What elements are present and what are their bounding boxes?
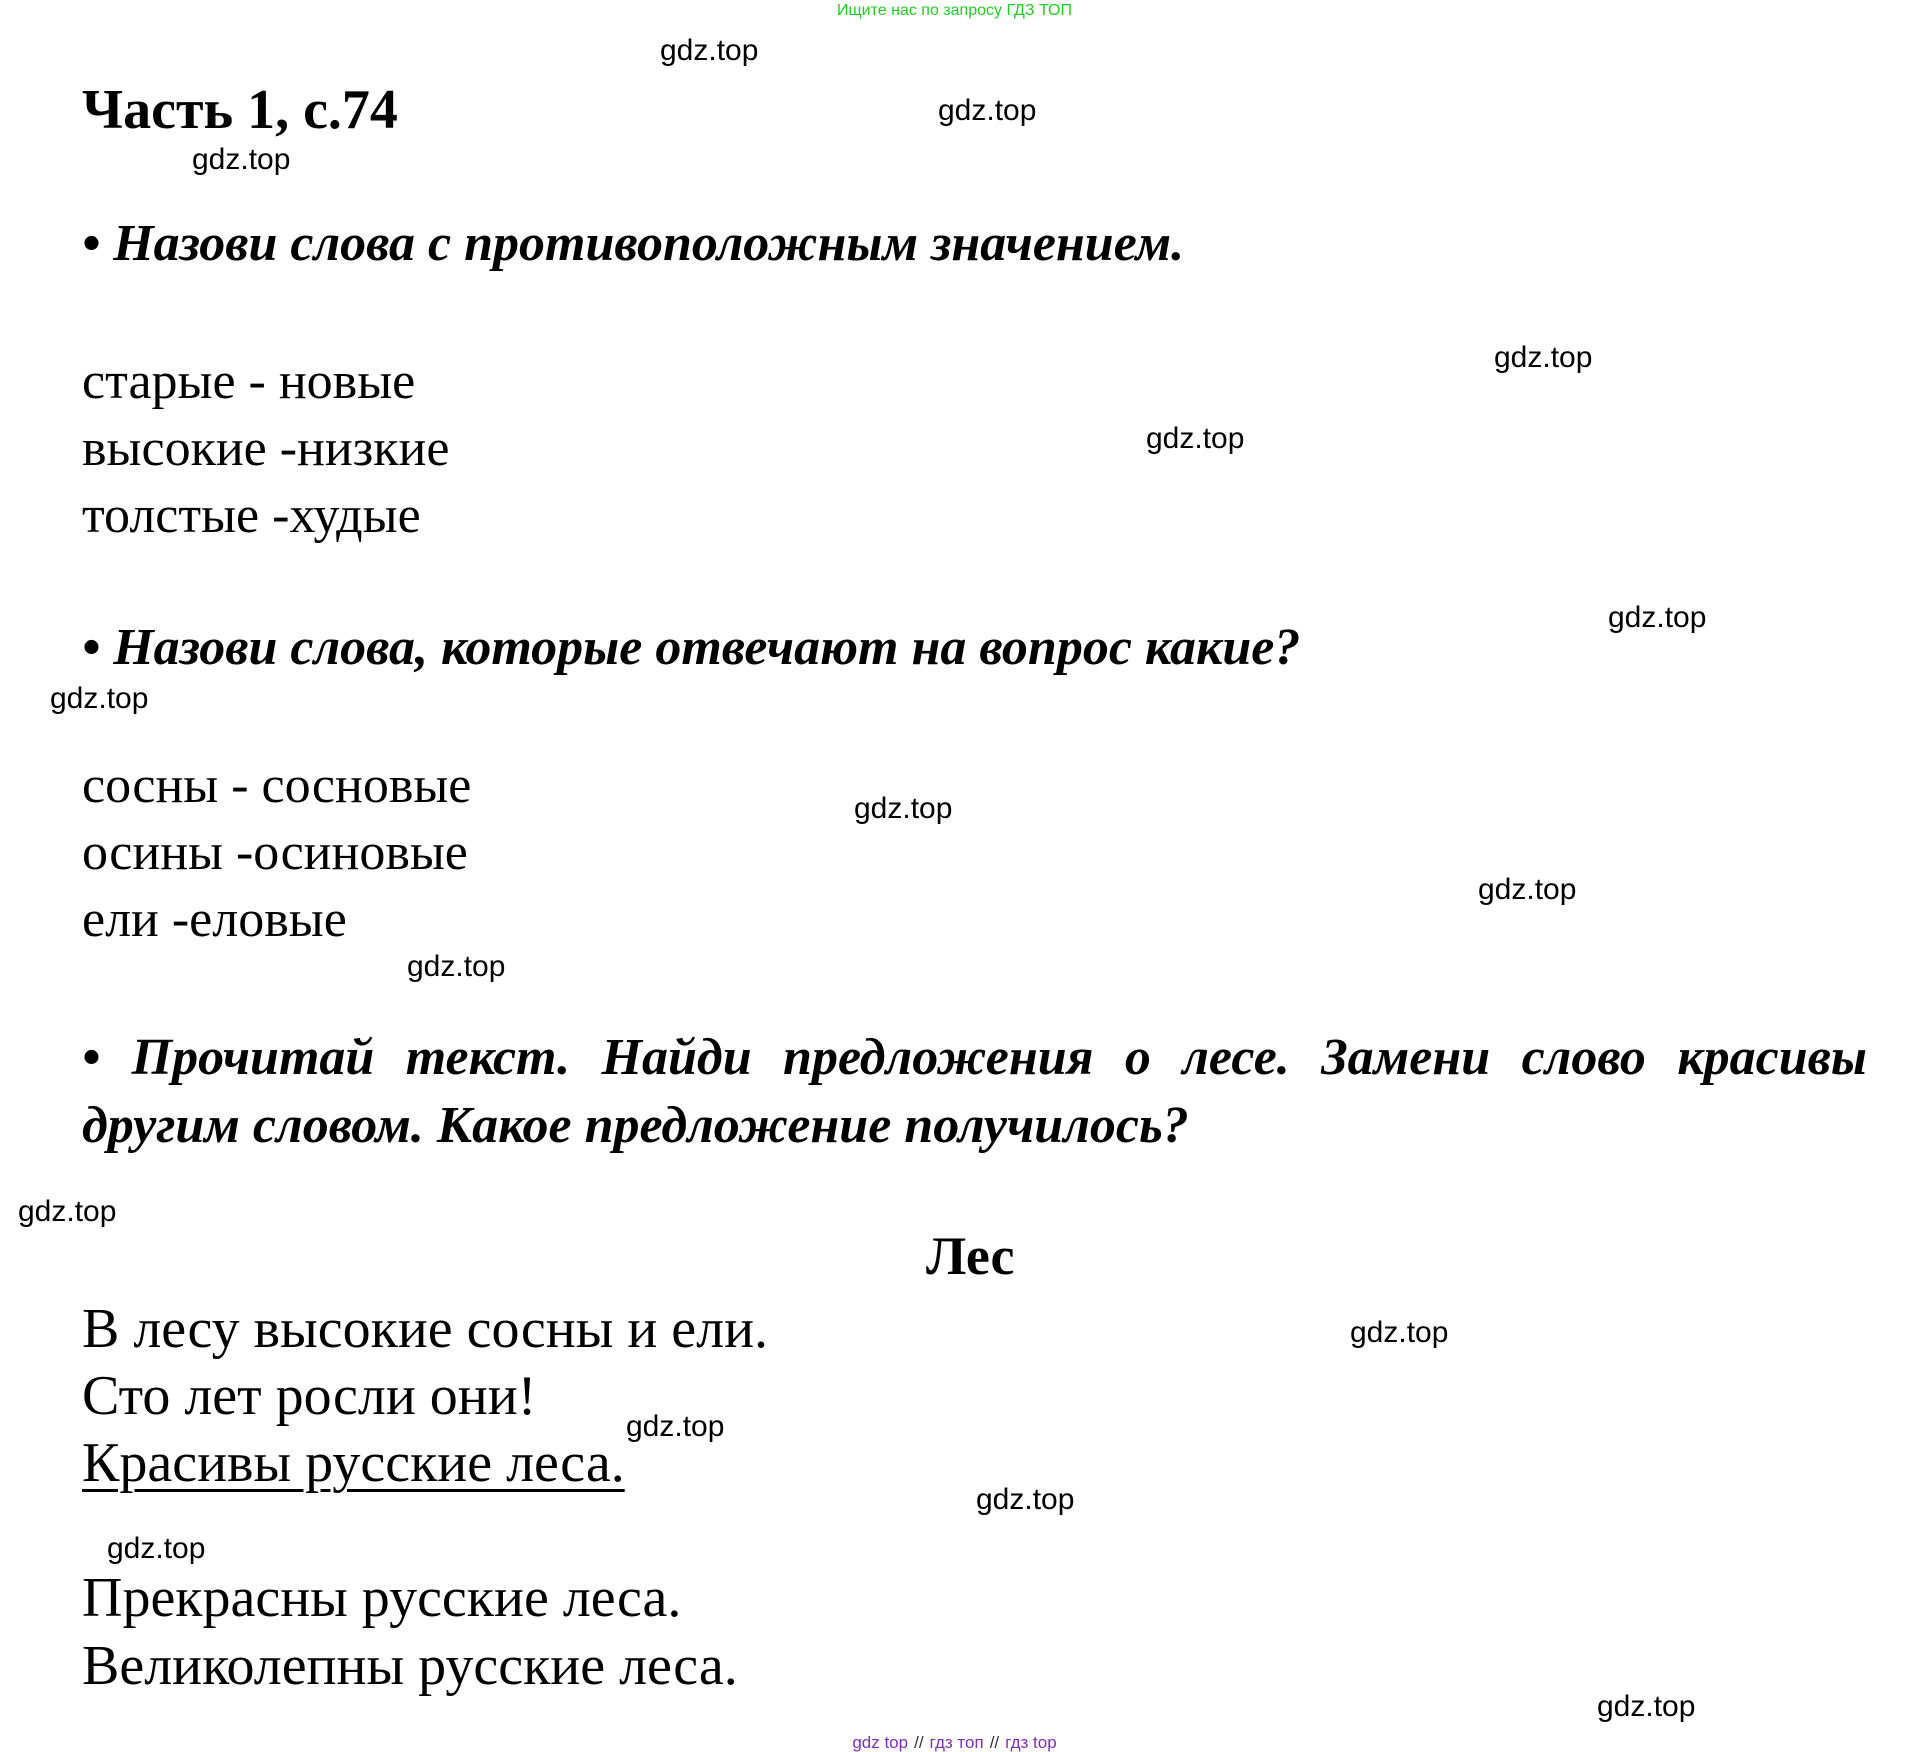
watermark: gdz.top <box>1146 422 1245 455</box>
list-item: осины -осиновые <box>82 824 468 881</box>
bottom-banner-separator: // <box>914 1733 924 1752</box>
story-line: В лесу высокие сосны и ели. <box>82 1298 769 1360</box>
watermark: gdz.top <box>192 143 291 176</box>
watermark: gdz.top <box>1608 601 1707 634</box>
story-title: Лес <box>926 1226 1015 1286</box>
bottom-banner-separator: // <box>989 1733 1000 1752</box>
story-text <box>82 1296 768 1497</box>
top-banner <box>0 2 1909 20</box>
watermark: gdz.top <box>854 792 953 825</box>
watermark: gdz.top <box>407 950 506 983</box>
answer-list-2 <box>82 752 471 953</box>
list-item: толстые -худые <box>82 487 421 544</box>
watermark: gdz.top <box>18 1195 117 1228</box>
list-item: высокие -низкие <box>82 420 450 477</box>
watermark: gdz.top <box>938 94 1037 127</box>
watermark: gdz.top <box>1350 1316 1449 1349</box>
top-banner-text: Ищите нас по запросу ГДЗ ТОП <box>837 2 1072 19</box>
answer-line: Великолепны русские леса. <box>82 1635 738 1697</box>
story-answers <box>82 1564 738 1700</box>
watermark: gdz.top <box>1494 341 1593 374</box>
bottom-banner-part: гдз top <box>1005 1733 1057 1752</box>
list-item: старые - новые <box>82 353 416 410</box>
story-line: Сто лет росли они! <box>82 1365 537 1427</box>
task-prompt-2: • Назови слова, которые отвечают на вопрос какие? <box>82 619 1301 676</box>
story-line-underlined: Красивы русские леса. <box>82 1432 625 1494</box>
watermark: gdz.top <box>1597 1690 1696 1723</box>
watermark: gdz.top <box>976 1483 1075 1516</box>
answer-line: Прекрасны русские леса. <box>82 1567 682 1629</box>
task-prompt-3: • Прочитай текст. Найди предложения о лесе. Замени слово красивы другим словом. Какое предложение получилось? <box>82 1029 1867 1154</box>
bottom-banner <box>0 1734 1909 1751</box>
answer-list-1 <box>82 348 449 549</box>
watermark: gdz.top <box>660 34 759 67</box>
watermark: gdz.top <box>1478 873 1577 906</box>
bottom-banner-part: gdz top <box>852 1733 909 1752</box>
list-item: сосны - сосновые <box>82 757 472 814</box>
bottom-banner-part: гдз топ <box>929 1733 984 1752</box>
page-title: Часть 1, с.74 <box>82 79 398 141</box>
list-item: ели -еловые <box>82 891 347 948</box>
task-prompt-1: • Назови слова с противоположным значением. <box>82 215 1185 272</box>
watermark: gdz.top <box>50 682 149 715</box>
watermark: gdz.top <box>626 1410 725 1443</box>
watermark: gdz.top <box>107 1532 206 1565</box>
